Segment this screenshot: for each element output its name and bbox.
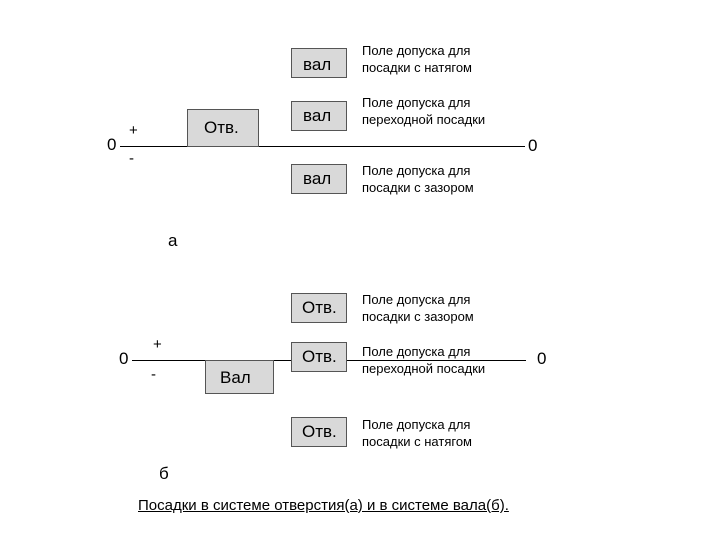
minus-sign-a: - [129,150,134,167]
description-line: Поле допуска для [362,43,471,58]
description-line: посадки с зазором [362,180,474,195]
zero-label-right-a: 0 [528,136,538,155]
shaft-box-bottom-a [291,164,347,194]
plus-sign-a: + [129,122,138,139]
hole-label-a: Отв. [204,118,239,137]
zero-line-a [120,146,525,147]
shaft-box-top-a [291,48,347,78]
description-line: Поле допуска для [362,95,471,110]
description-line: посадки с натягом [362,60,472,75]
description-line: переходной посадки [362,361,486,376]
description-line: посадки с зазором [362,309,474,324]
zero-label-left-a: 0 [107,135,117,154]
shaft-box-middle-a [291,101,347,131]
hole-box-middle-b [291,342,347,372]
hole-box-bottom-b [291,417,347,447]
hole-box-top-b [291,293,347,323]
shaft-label-top-a: вал [303,55,332,74]
description-line: посадки с натягом [362,434,472,449]
figure-caption: Посадки в системе отверстия(а) и в системе вала(б). [138,497,509,514]
description-middle-a [362,94,485,128]
description-bottom-b [362,416,472,450]
description-top-b [362,291,474,325]
diagram-letter-a: а [168,231,178,250]
description-bottom-a [362,162,474,196]
shaft-label-b: Вал [220,368,251,387]
shaft-label-middle-a: вал [303,106,332,125]
hole-tolerance-box-a [187,109,259,147]
hole-label-bottom-b: Отв. [302,422,337,441]
zero-label-left-b: 0 [119,349,129,368]
description-line: Поле допуска для [362,344,471,359]
hole-label-top-b: Отв. [302,298,337,317]
description-line: Поле допуска для [362,163,471,178]
description-line: Поле допуска для [362,292,471,307]
plus-sign-b: + [153,336,162,353]
minus-sign-b: - [151,366,156,383]
description-middle-b [362,343,485,377]
description-line: Поле допуска для [362,417,471,432]
hole-label-middle-b: Отв. [302,347,337,366]
shaft-label-bottom-a: вал [303,169,332,188]
description-line: переходной посадки [362,112,486,127]
description-top-a [362,42,472,76]
shaft-tolerance-box-b [205,360,274,394]
zero-label-right-b: 0 [537,349,547,368]
diagram-letter-b: б [159,464,169,483]
